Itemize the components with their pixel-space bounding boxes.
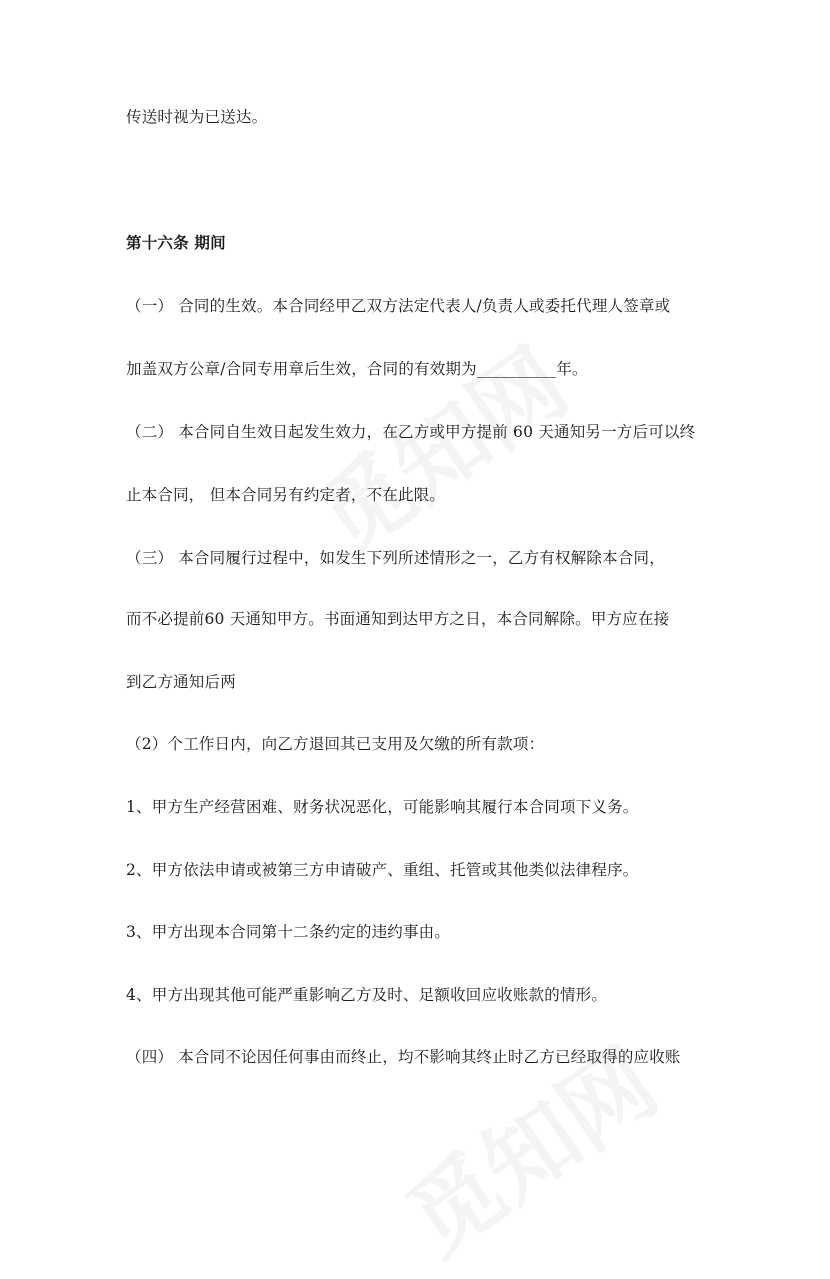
list-item: 1、甲方生产经营困难、财务状况恶化，可能影响其履行本合同项下义务。 [126,798,639,816]
paragraph-line: （一） 合同的生效。本合同经甲乙双方法定代表人/负责人或委托代理人签章或 [126,297,671,315]
paragraph-line: （四） 本合同不论因任何事由而终止，均不影响其终止时乙方已经取得的应收账 [126,1048,681,1066]
paragraph-line: （2）个工作日内，向乙方退回其已支用及欠缴的所有款项： [126,735,545,753]
list-item: 3、甲方出现本合同第十二条约定的违约事由。 [126,923,451,941]
list-item: 2、甲方依法申请或被第三方申请破产、重组、托管或其他类似法律程序。 [126,861,639,879]
paragraph-line: 传送时视为已送达。 [126,108,268,126]
watermark [287,313,589,579]
paragraph-line: 到乙方通知后两 [126,673,236,691]
section-heading: 第十六条 期间 [126,233,226,252]
list-item: 4、甲方出现其他可能严重影响乙方及时、足额收回应收账款的情形。 [126,986,608,1004]
paragraph-line: （二） 本合同自生效日起发生效力，在乙方或甲方提前 60 天通知另一方后可以终 [126,423,696,441]
paragraph-line: 而不必提前60 天通知甲方。书面通知到达甲方之日，本合同解除。甲方应在接 [126,610,670,628]
paragraph-line: 加盖双方公章/合同专用章后生效，合同的有效期为__________年。 [126,360,588,378]
paragraph-line: 止本合同， 但本合同另有约定者，不在此限。 [126,486,446,504]
paragraph-line: （三） 本合同履行过程中，如发生下列所述情形之一，乙方有权解除本合同， [126,549,665,567]
